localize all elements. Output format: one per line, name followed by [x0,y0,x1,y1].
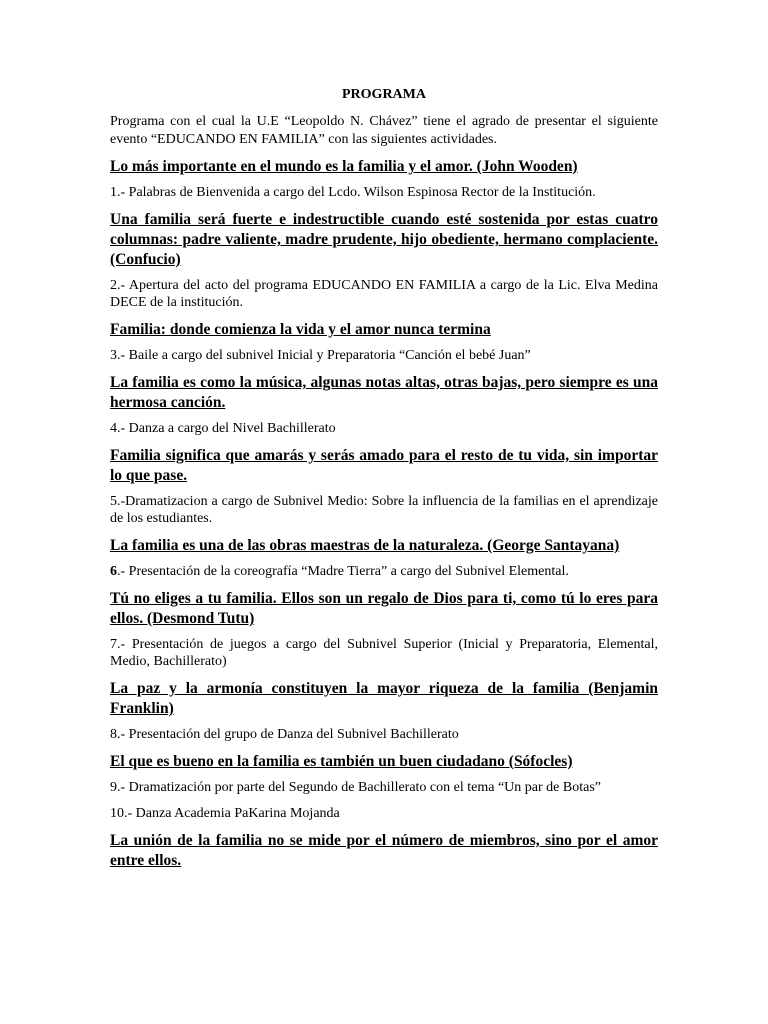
document-title: PROGRAMA [342,87,426,102]
program-item: 4.- Danza a cargo del Nivel Bachillerato [110,421,336,436]
program-item: 1.- Palabras de Bienvenida a cargo del Lcdo. Wilson Espinosa Rector de la Institución. [110,185,596,200]
family-quote: La unión de la familia no se mide por el número de miembros, sino por el amor entre ellos. [110,832,658,869]
program-item: 8.- Presentación del grupo de Danza del Subnivel Bachillerato [110,727,459,742]
program-item: 7.- Presentación de juegos a cargo del Subnivel Superior (Inicial y Preparatoria, Elemental, Medio, Bachillerato) [110,637,658,669]
program-item: 10.- Danza Academia PaKarina Mojanda [110,806,340,821]
item-number: 6 [110,564,117,579]
program-item: 2.- Apertura del acto del programa EDUCANDO EN FAMILIA a cargo de la Lic. Elva Medina DECE de la institución. [110,278,658,310]
program-item [110,563,658,580]
program-item: 3.- Baile a cargo del subnivel Inicial y Preparatoria “Canción el bebé Juan” [110,348,531,363]
family-quote: Familia: donde comienza la vida y el amor nunca termina [110,321,491,338]
item-text: .- Presentación de la coreografía “Madre Tierra” a cargo del Subnivel Elemental. [117,564,569,579]
family-quote: Una familia será fuerte e indestructible cuando esté sostenida por estas cuatro columnas: padre valiente, madre prudente, hijo obediente, hermano complaciente. (Confucio) [110,211,658,268]
intro-paragraph: Programa con el cual la U.E “Leopoldo N. Chávez” tiene el agrado de presentar el siguiente evento “EDUCANDO EN FAMILIA” con las siguientes actividades. [110,114,658,147]
family-quote: Lo más importante en el mundo es la familia y el amor. (John Wooden) [110,158,578,175]
family-quote: La paz y la armonía constituyen la mayor riqueza de la familia (Benjamin Franklin) [110,680,658,717]
program-item: 5.-Dramatizacion a cargo de Subnivel Medio: Sobre la influencia de la familias en el aprendizaje de los estudiantes. [110,494,658,526]
document-body [110,86,658,878]
family-quote: Familia significa que amarás y serás amado para el resto de tu vida, sin importar lo que pase. [110,447,658,484]
program-item: 9.- Dramatización por parte del Segundo de Bachillerato con el tema “Un par de Botas” [110,780,601,795]
family-quote: Tú no eliges a tu familia. Ellos son un regalo de Dios para ti, como tú lo eres para ellos. (Desmond Tutu) [110,590,658,627]
family-quote: La familia es una de las obras maestras de la naturaleza. (George Santayana) [110,537,620,554]
program-list [110,157,658,871]
family-quote: El que es bueno en la familia es también un buen ciudadano (Sófocles) [110,753,573,770]
family-quote: La familia es como la música, algunas notas altas, otras bajas, pero siempre es una hermosa canción. [110,374,658,411]
